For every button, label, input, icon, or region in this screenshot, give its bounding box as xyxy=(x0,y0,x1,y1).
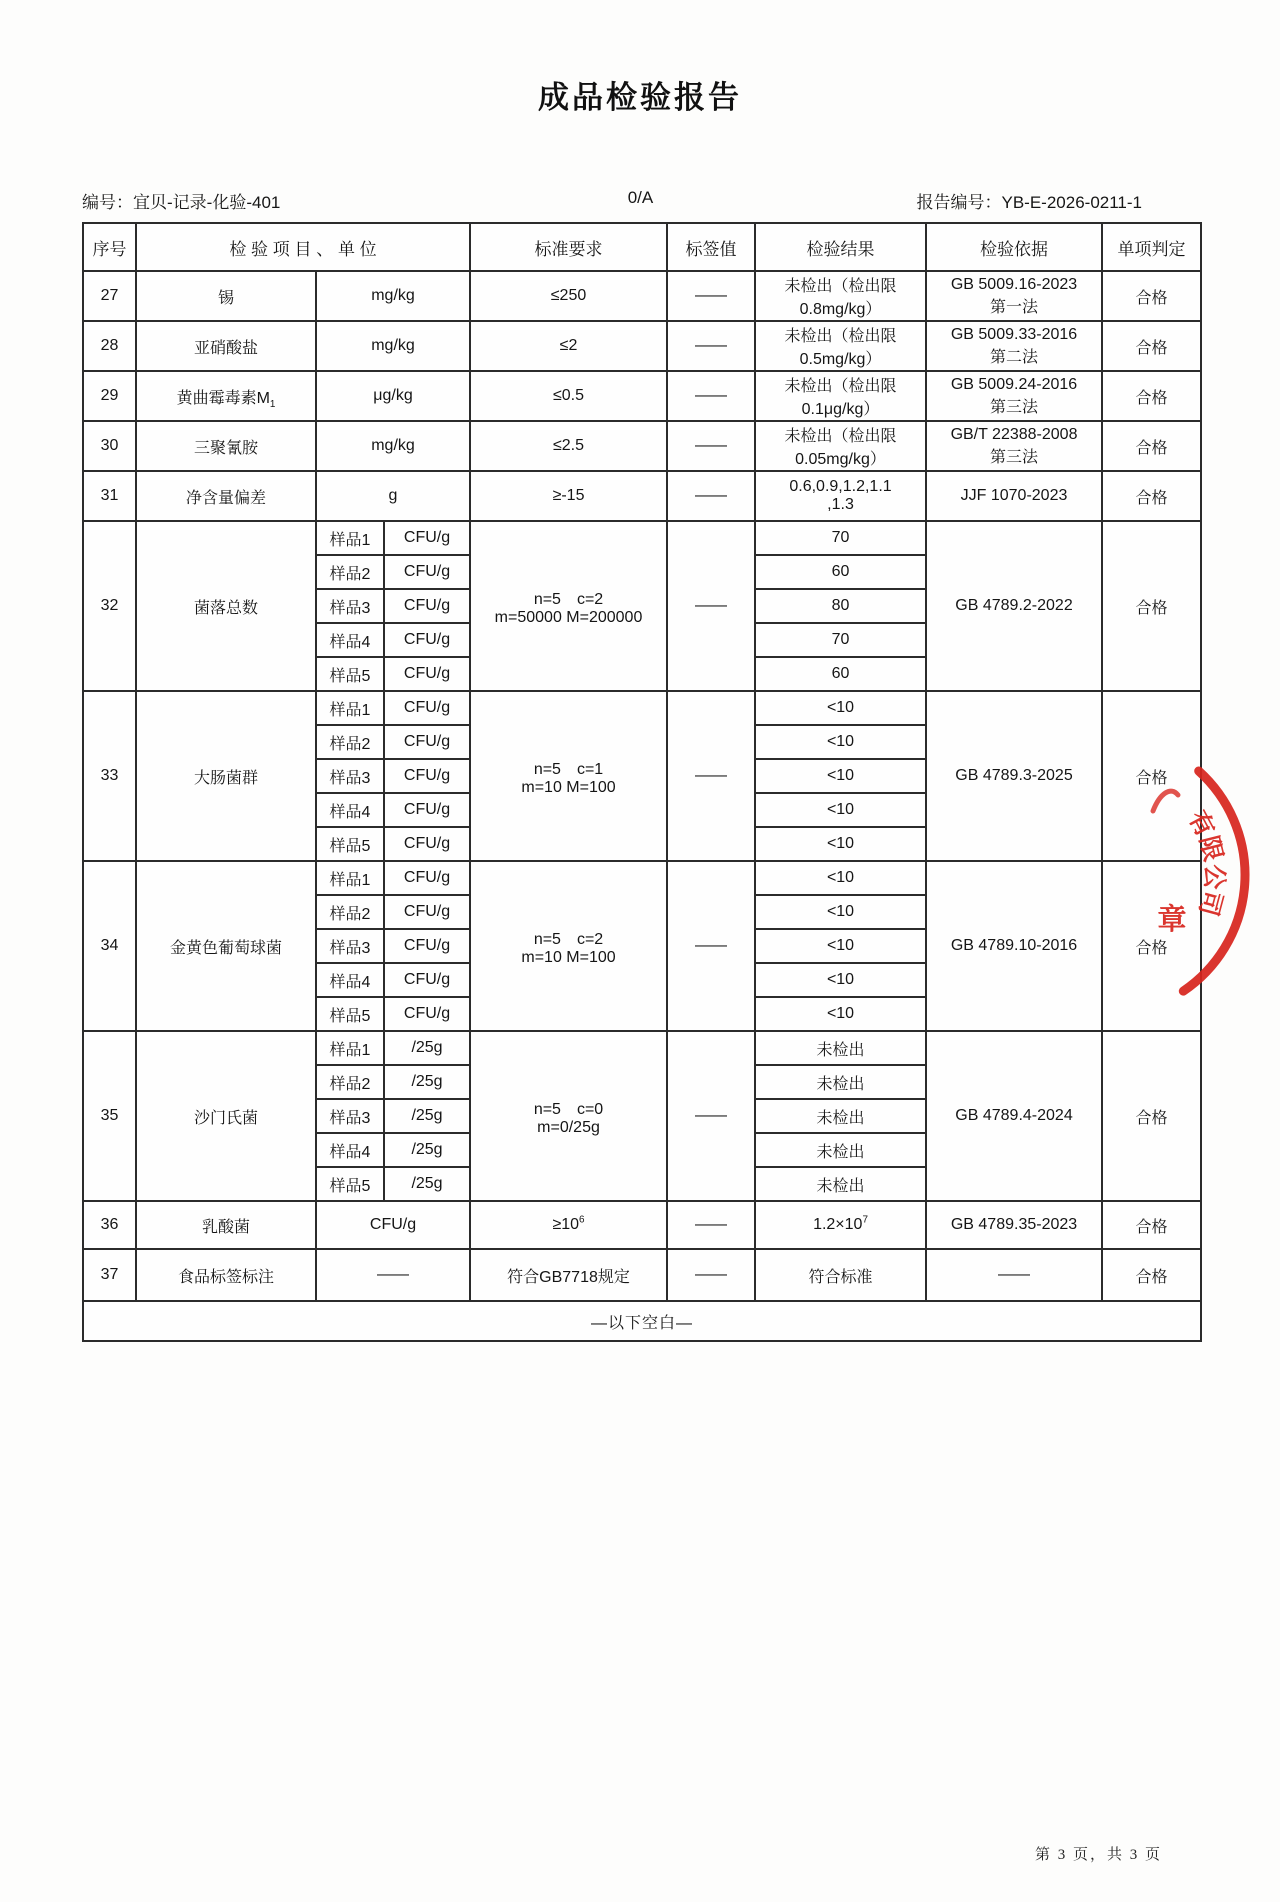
cell-blank-note: —以下空白— xyxy=(83,1301,1201,1341)
seal-text-char: 司 xyxy=(1193,887,1228,919)
cell-item-name: 大肠菌群 xyxy=(136,691,316,861)
cell-sample-label: 样品3 xyxy=(316,759,384,793)
cell-unit: —— xyxy=(316,1249,470,1301)
cell-sample-label: 样品1 xyxy=(316,1031,384,1065)
cell-unit: CFU/g xyxy=(384,759,470,793)
cell-unit: mg/kg xyxy=(316,321,470,371)
cell-result: 0.6,0.9,1.2,1.1 ,1.3 xyxy=(755,471,926,521)
cell-basis: GB 5009.16-2023 第一法 xyxy=(926,271,1102,321)
table-row xyxy=(83,321,1201,371)
header-label-value: 标签值 xyxy=(667,223,755,271)
cell-label-value: —— xyxy=(667,371,755,421)
cell-result: <10 xyxy=(755,759,926,793)
cell-seq: 30 xyxy=(83,421,136,471)
cell-basis: GB 4789.10-2016 xyxy=(926,861,1102,1031)
cell-result: 未检出 xyxy=(755,1099,926,1133)
cell-unit: /25g xyxy=(384,1167,470,1201)
cell-result: 70 xyxy=(755,521,926,555)
cell-unit: CFU/g xyxy=(384,997,470,1031)
header-item-unit: 检 验 项 目 、 单 位 xyxy=(136,223,470,271)
table-row xyxy=(83,271,1201,321)
cell-result: 80 xyxy=(755,589,926,623)
cell-sample-label: 样品4 xyxy=(316,963,384,997)
cell-item-name: 三聚氰胺 xyxy=(136,421,316,471)
cell-sample-label: 样品3 xyxy=(316,589,384,623)
cell-item-name: 净含量偏差 xyxy=(136,471,316,521)
cell-result: <10 xyxy=(755,725,926,759)
cell-seq: 34 xyxy=(83,861,136,1031)
table-subrow xyxy=(83,691,1201,725)
cell-sample-label: 样品5 xyxy=(316,657,384,691)
seal-center-char: 章 xyxy=(1157,904,1187,936)
cell-seq: 29 xyxy=(83,371,136,421)
cell-basis: GB 5009.24-2016 第三法 xyxy=(926,371,1102,421)
cell-result: <10 xyxy=(755,793,926,827)
cell-sample-label: 样品5 xyxy=(316,997,384,1031)
cell-label-value: —— xyxy=(667,1031,755,1201)
cell-result: 符合标准 xyxy=(755,1249,926,1301)
cell-unit: CFU/g xyxy=(384,725,470,759)
cell-item-name: 食品标签标注 xyxy=(136,1249,316,1301)
cell-unit: mg/kg xyxy=(316,271,470,321)
blank-note-row xyxy=(83,1301,1201,1341)
table-row xyxy=(83,371,1201,421)
cell-sample-label: 样品5 xyxy=(316,1167,384,1201)
cell-label-value: —— xyxy=(667,321,755,371)
cell-standard: ≤250 xyxy=(470,271,667,321)
cell-standard: n=5 c=0 m=0/25g xyxy=(470,1031,667,1201)
cell-judgment: 合格 xyxy=(1102,691,1201,861)
doc-number-label: 编号： xyxy=(82,193,133,212)
cell-item-name: 乳酸菌 xyxy=(136,1201,316,1249)
cell-result: 70 xyxy=(755,623,926,657)
cell-judgment: 合格 xyxy=(1102,321,1201,371)
table-row xyxy=(83,1201,1201,1249)
cell-unit: CFU/g xyxy=(384,589,470,623)
cell-judgment: 合格 xyxy=(1102,371,1201,421)
cell-result: <10 xyxy=(755,997,926,1031)
cell-unit: mg/kg xyxy=(316,421,470,471)
cell-unit: CFU/g xyxy=(384,623,470,657)
cell-standard: n=5 c=2 m=10 M=100 xyxy=(470,861,667,1031)
table-row xyxy=(83,1249,1201,1301)
cell-unit: CFU/g xyxy=(384,827,470,861)
cell-result: 未检出 xyxy=(755,1031,926,1065)
cell-item-name: 金黄色葡萄球菌 xyxy=(136,861,316,1031)
cell-sample-label: 样品5 xyxy=(316,827,384,861)
cell-item-name: 锡 xyxy=(136,271,316,321)
cell-basis: GB 4789.2-2022 xyxy=(926,521,1102,691)
cell-judgment: 合格 xyxy=(1102,1249,1201,1301)
cell-result: <10 xyxy=(755,691,926,725)
cell-unit: /25g xyxy=(384,1031,470,1065)
cell-label-value: —— xyxy=(667,521,755,691)
cell-unit: CFU/g xyxy=(384,793,470,827)
page-title: 成品检验报告 xyxy=(538,80,742,115)
page-footer: 第 3 页，共 3 页 xyxy=(1034,1847,1162,1863)
cell-label-value: —— xyxy=(667,1201,755,1249)
cell-result: <10 xyxy=(755,895,926,929)
table-subrow xyxy=(83,521,1201,555)
cell-label-value: —— xyxy=(667,471,755,521)
cell-sample-label: 样品1 xyxy=(316,861,384,895)
header-row xyxy=(83,223,1201,271)
cell-result: 未检出 xyxy=(755,1167,926,1201)
cell-result: <10 xyxy=(755,861,926,895)
cell-result: $1.2\times 10^7$ xyxy=(755,1201,926,1249)
cell-seq: 31 xyxy=(83,471,136,521)
cell-result: <10 xyxy=(755,827,926,861)
version-code: 0/A xyxy=(627,188,654,207)
cell-result: <10 xyxy=(755,929,926,963)
cell-result: 60 xyxy=(755,555,926,589)
cell-item-name: 黄曲霉毒素$M_1$ xyxy=(136,371,316,421)
cell-unit: CFU/g xyxy=(384,521,470,555)
cell-judgment: 合格 xyxy=(1102,1031,1201,1201)
cell-sample-label: 样品4 xyxy=(316,1133,384,1167)
cell-judgment: 合格 xyxy=(1102,421,1201,471)
cell-sample-label: 样品2 xyxy=(316,725,384,759)
header-judgment: 单项判定 xyxy=(1102,223,1201,271)
cell-unit: CFU/g xyxy=(384,691,470,725)
table-subrow xyxy=(83,1031,1201,1065)
cell-standard: n=5 c=2 m=50000 M=200000 xyxy=(470,521,667,691)
seal-text-char: 公 xyxy=(1199,864,1229,890)
cell-item-name: 菌落总数 xyxy=(136,521,316,691)
header-basis: 检验依据 xyxy=(926,223,1102,271)
cell-unit: CFU/g xyxy=(384,555,470,589)
cell-seq: 28 xyxy=(83,321,136,371)
cell-unit: g xyxy=(316,471,470,521)
cell-unit: CFU/g xyxy=(384,963,470,997)
cell-item-name: 沙门氏菌 xyxy=(136,1031,316,1201)
cell-sample-label: 样品1 xyxy=(316,691,384,725)
cell-sample-label: 样品4 xyxy=(316,793,384,827)
cell-unit: CFU/g xyxy=(316,1201,470,1249)
inspection-table xyxy=(82,222,1202,1342)
table-row xyxy=(83,421,1201,471)
cell-unit: CFU/g xyxy=(384,929,470,963)
cell-seq: 37 xyxy=(83,1249,136,1301)
report-number xyxy=(917,188,1143,213)
cell-sample-label: 样品2 xyxy=(316,895,384,929)
cell-standard: n=5 c=1 m=10 M=100 xyxy=(470,691,667,861)
header-seq: 序号 xyxy=(83,223,136,271)
cell-unit: /25g xyxy=(384,1065,470,1099)
header-result: 检验结果 xyxy=(755,223,926,271)
header-standard: 标准要求 xyxy=(470,223,667,271)
cell-sample-label: 样品2 xyxy=(316,1065,384,1099)
cell-result: 未检出（检出限 0.05mg/kg） xyxy=(755,421,926,471)
report-number-value: YB-E-2026-0211-1 xyxy=(1001,193,1142,212)
cell-seq: 32 xyxy=(83,521,136,691)
cell-label-value: —— xyxy=(667,691,755,861)
cell-sample-label: 样品3 xyxy=(316,1099,384,1133)
cell-result: 未检出 xyxy=(755,1065,926,1099)
seal-text-char: 限 xyxy=(1194,833,1228,865)
cell-result: 未检出（检出限 0.8mg/kg） xyxy=(755,271,926,321)
cell-judgment: 合格 xyxy=(1102,1201,1201,1249)
cell-result: 60 xyxy=(755,657,926,691)
cell-basis: GB/T 22388-2008 第三法 xyxy=(926,421,1102,471)
cell-unit: μg/kg xyxy=(316,371,470,421)
cell-seq: 27 xyxy=(83,271,136,321)
cell-sample-label: 样品4 xyxy=(316,623,384,657)
cell-sample-label: 样品2 xyxy=(316,555,384,589)
doc-number-value: 宜贝-记录-化验-401 xyxy=(133,193,281,212)
cell-result: <10 xyxy=(755,963,926,997)
cell-basis: GB 5009.33-2016 第二法 xyxy=(926,321,1102,371)
cell-basis: GB 4789.3-2025 xyxy=(926,691,1102,861)
cell-sample-label: 样品3 xyxy=(316,929,384,963)
cell-result: 未检出（检出限 0.1μg/kg） xyxy=(755,371,926,421)
cell-unit: /25g xyxy=(384,1133,470,1167)
cell-label-value: —— xyxy=(667,271,755,321)
cell-unit: /25g xyxy=(384,1099,470,1133)
cell-item-name: 亚硝酸盐 xyxy=(136,321,316,371)
cell-basis: GB 4789.4-2024 xyxy=(926,1031,1102,1201)
cell-basis: GB 4789.35-2023 xyxy=(926,1201,1102,1249)
cell-standard: ≤2.5 xyxy=(470,421,667,471)
table-subrow xyxy=(83,861,1201,895)
cell-judgment: 合格 xyxy=(1102,271,1201,321)
cell-standard: ≤0.5 xyxy=(470,371,667,421)
cell-unit: CFU/g xyxy=(384,861,470,895)
cell-label-value: —— xyxy=(667,861,755,1031)
meta-row xyxy=(82,188,1200,216)
cell-standard: ≥-15 xyxy=(470,471,667,521)
cell-unit: CFU/g xyxy=(384,657,470,691)
cell-label-value: —— xyxy=(667,1249,755,1301)
cell-judgment: 合格 xyxy=(1102,471,1201,521)
cell-standard: 符合GB7718规定 xyxy=(470,1249,667,1301)
cell-judgment: 合格 xyxy=(1102,521,1201,691)
cell-seq: 35 xyxy=(83,1031,136,1201)
report-number-label: 报告编号： xyxy=(916,193,1002,212)
cell-standard: ≤2 xyxy=(470,321,667,371)
table-row xyxy=(83,471,1201,521)
seal-text-char: 有 xyxy=(1182,806,1220,842)
cell-result: 未检出（检出限 0.5mg/kg） xyxy=(755,321,926,371)
cell-seq: 36 xyxy=(83,1201,136,1249)
cell-basis: JJF 1070-2023 xyxy=(926,471,1102,521)
doc-number xyxy=(82,188,280,213)
cell-standard: $\ge 10^6$ xyxy=(470,1201,667,1249)
cell-result: 未检出 xyxy=(755,1133,926,1167)
cell-unit: CFU/g xyxy=(384,895,470,929)
cell-basis: —— xyxy=(926,1249,1102,1301)
cell-label-value: —— xyxy=(667,421,755,471)
cell-sample-label: 样品1 xyxy=(316,521,384,555)
cell-seq: 33 xyxy=(83,691,136,861)
cell-judgment: 合格 xyxy=(1102,861,1201,1031)
